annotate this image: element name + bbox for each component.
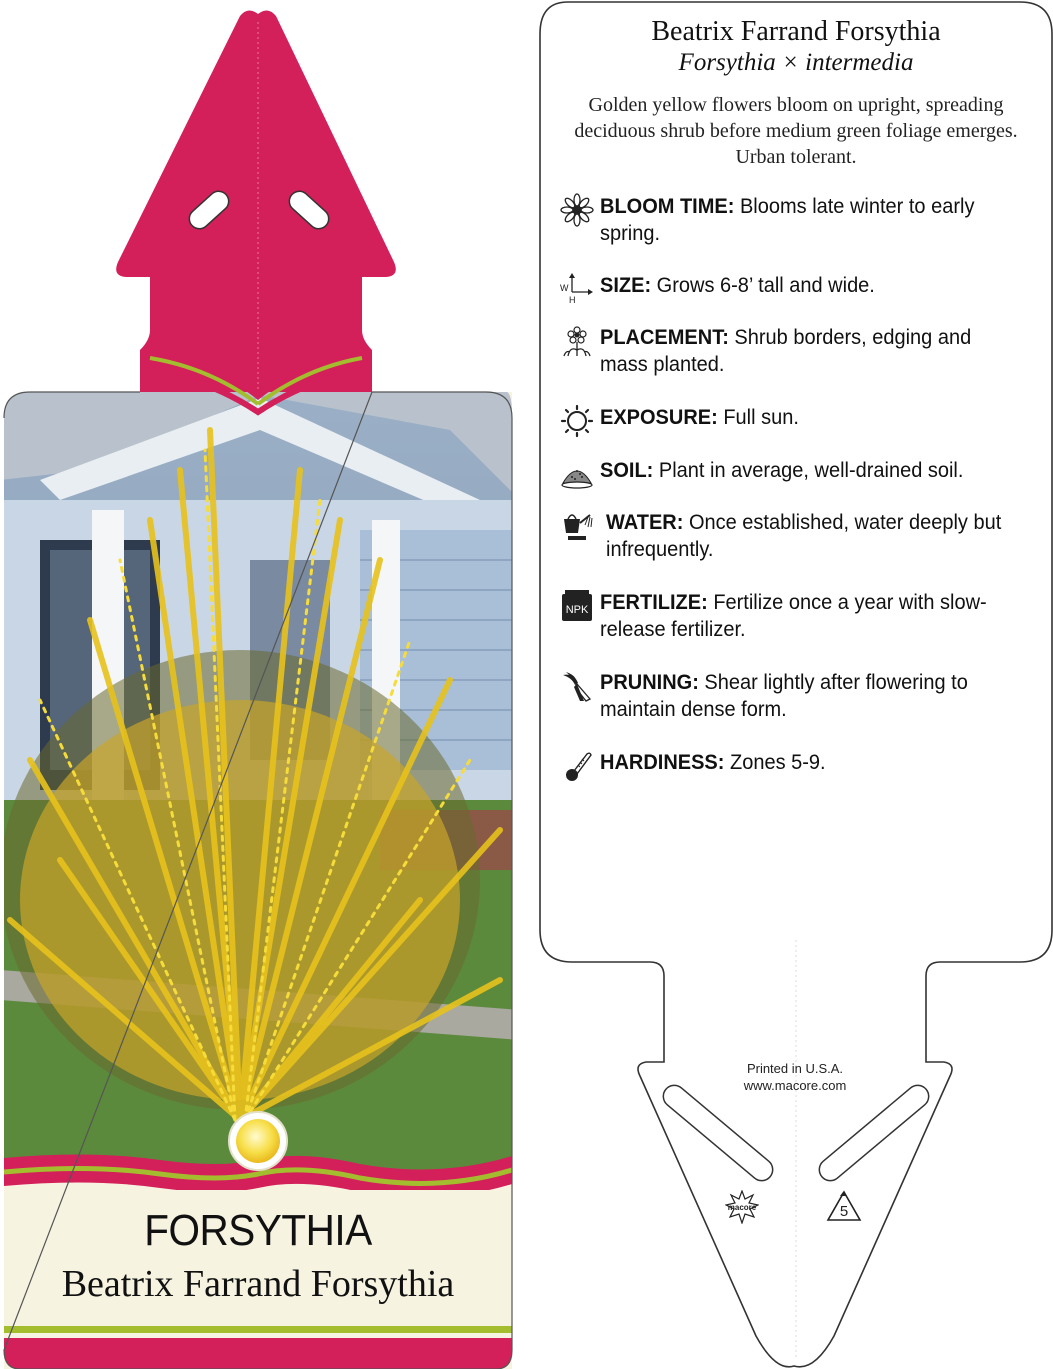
front-tag [0, 0, 520, 1369]
attribute-pruning [560, 669, 1050, 729]
pruning-label: PRUNING: [600, 670, 699, 694]
plant-description: Golden yellow flowers bloom on upright, spreading deciduous shrub before medium green foliage emerges. Urban tolerant. [574, 94, 1018, 168]
exposure-text: Full sun. [723, 405, 799, 429]
size-h-letter: H [569, 295, 576, 305]
fertilizer-npk-icon [560, 589, 594, 623]
attribute-size [560, 272, 1050, 332]
hardiness-text: Zones 5-9. [729, 750, 826, 774]
water-text: Once established, water deeply but infrequently. [606, 510, 1002, 561]
macore-logo-icon [725, 1190, 759, 1224]
fertilize-text: Fertilize once a year with slow-release fertilizer. [600, 590, 987, 641]
bloom-time-label: BLOOM TIME: [600, 194, 735, 218]
sun-badge-icon [229, 1112, 287, 1170]
exposure-label: EXPOSURE: [600, 405, 718, 429]
attribute-soil [560, 457, 1050, 517]
size-text: Grows 6-8’ tall and wide. [656, 273, 875, 297]
printed-in-text: Printed in U.S.A. [746, 1061, 844, 1076]
recycle-code: 5 [839, 1203, 849, 1220]
latin-name: Forsythia × intermedia [678, 49, 914, 76]
attribute-bloom-time [560, 193, 1050, 253]
hardiness-label: HARDINESS: [600, 750, 725, 774]
front-arrow-top [116, 10, 396, 392]
sun-icon [560, 404, 594, 438]
soil-icon [560, 457, 594, 491]
water-label: WATER: [606, 510, 684, 534]
recycle-5-icon [826, 1190, 862, 1224]
fertilize-label: FERTILIZE: [600, 590, 708, 614]
attribute-fertilize [560, 589, 1050, 649]
npk-text: NPK [565, 604, 589, 616]
pruners-icon [560, 669, 594, 703]
placement-text: Shrub borders, edging and mass planted. [600, 325, 972, 376]
watering-can-icon [560, 509, 594, 543]
macore-logo-text: macore [727, 1203, 757, 1212]
soil-label: SOIL: [600, 458, 654, 482]
attribute-water [560, 509, 1050, 569]
back-tag [520, 0, 1053, 1369]
soil-text: Plant in average, well-drained soil. [658, 458, 964, 482]
printer-info [670, 1060, 920, 1094]
forsythia-photo [0, 380, 520, 1200]
pruning-text: Shear lightly after flowering to maintain dense form. [600, 670, 968, 721]
plant-name: Beatrix Farrand Forsythia [651, 16, 941, 47]
flower-icon [560, 193, 594, 227]
attribute-hardiness [560, 749, 1050, 809]
bloom-time-text: Blooms late winter to early spring. [600, 194, 975, 245]
size-arrows-icon [560, 272, 594, 306]
placement-label: PLACEMENT: [600, 325, 729, 349]
front-tag-artwork [0, 0, 520, 1369]
attribute-exposure [560, 404, 1050, 464]
front-common-name: FORSYTHIA [144, 1206, 372, 1255]
attribute-placement [560, 324, 1050, 384]
size-label: SIZE: [600, 273, 652, 297]
size-w-letter: W [560, 283, 569, 293]
placement-plants-icon [560, 324, 594, 358]
front-cultivar-name: Beatrix Farrand Forsythia [61, 1263, 455, 1305]
thermometer-icon [560, 749, 594, 783]
website-link[interactable]: www.macore.com [743, 1078, 847, 1093]
